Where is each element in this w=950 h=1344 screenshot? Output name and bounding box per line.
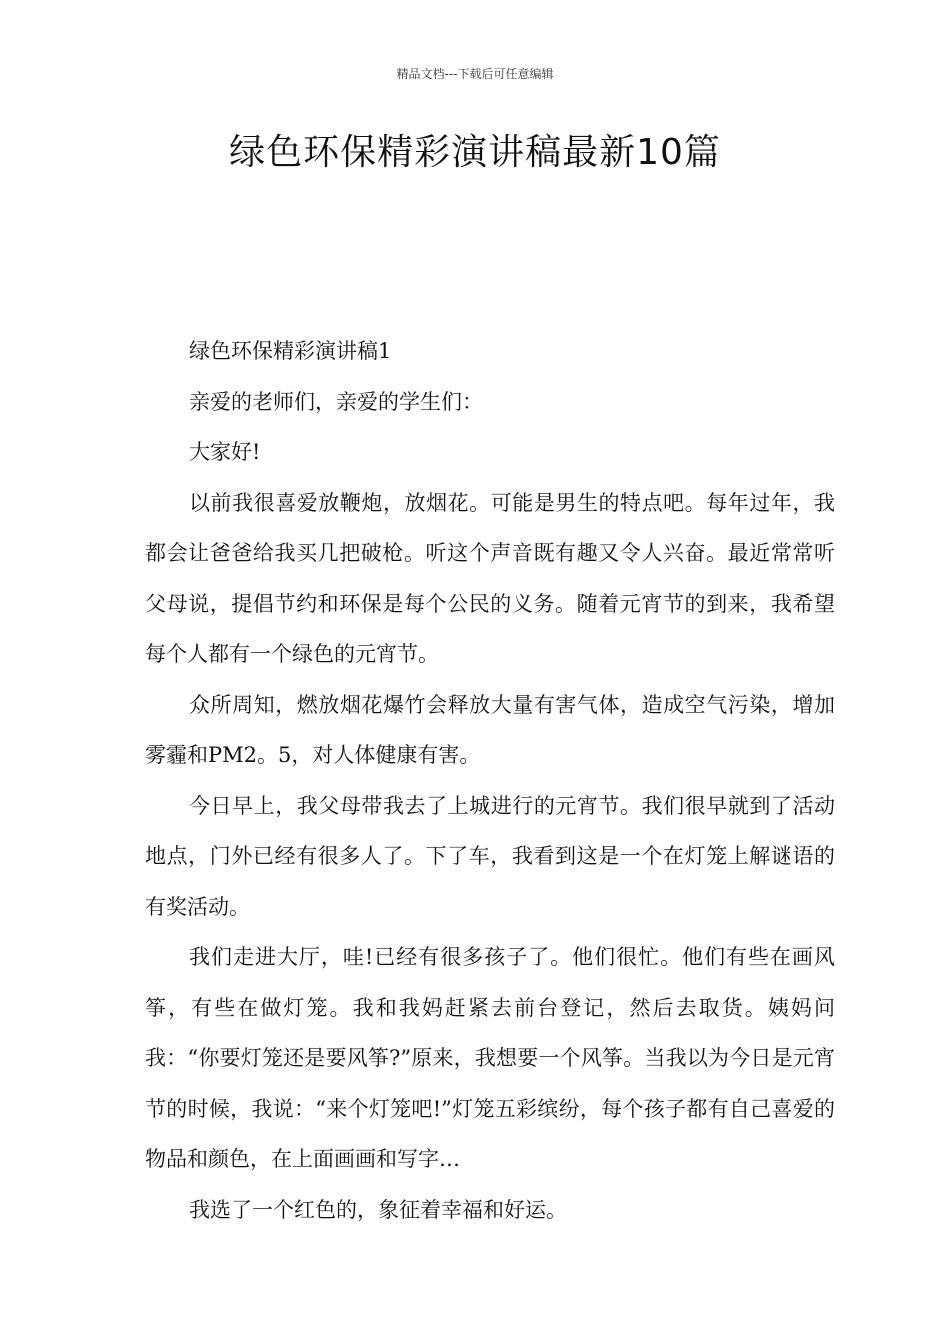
salutation: 亲爱的老师们，亲爱的学生们： <box>189 389 483 414</box>
page-header-note: 精品文档---下载后可任意编辑 <box>396 67 554 81</box>
body-paragraph: 众所周知，燃放烟花爆竹会释放大量有害气体，造成空气污染，增加雾霾和PM2。5，对人体健康有害。 <box>145 692 835 767</box>
body-paragraph: 我们走进大厅，哇!已经有很多孩子了。他们很忙。他们有些在画风筝，有些在做灯笼。我和我妈赶紧去前台登记，然后去取货。姨妈问我：“你要灯笼还是要风筝?”原来，我想要一个风筝。当我以为今日是元宵节的时候，我说：“来个灯笼吧!”灯笼五彩缤纷，每个孩子都有自己喜爱的物品和颜色，在上面画画和写字… <box>145 945 835 1171</box>
body-paragraph: 以前我很喜爱放鞭炮，放烟花。可能是男生的特点吧。每年过年，我都会让爸爸给我买几把破枪。听这个声音既有趣又令人兴奋。最近常常听父母说，提倡节约和环保是每个公民的义务。随着元宵节的到来，我希望每个人都有一个绿色的元宵节。 <box>145 490 835 666</box>
body-paragraph: 今日早上，我父母带我去了上城进行的元宵节。我们很早就到了活动地点，门外已经有很多人了。下了车，我看到这是一个在灯笼上解谜语的有奖活动。 <box>145 793 835 919</box>
body-paragraph: 我选了一个红色的，象征着幸福和好运。 <box>189 1197 567 1222</box>
section-heading: 绿色环保精彩演讲稿1 <box>189 339 392 363</box>
document-body <box>145 326 835 1235</box>
greeting: 大家好! <box>189 440 261 464</box>
document-title: 绿色环保精彩演讲稿最新10篇 <box>229 132 721 173</box>
